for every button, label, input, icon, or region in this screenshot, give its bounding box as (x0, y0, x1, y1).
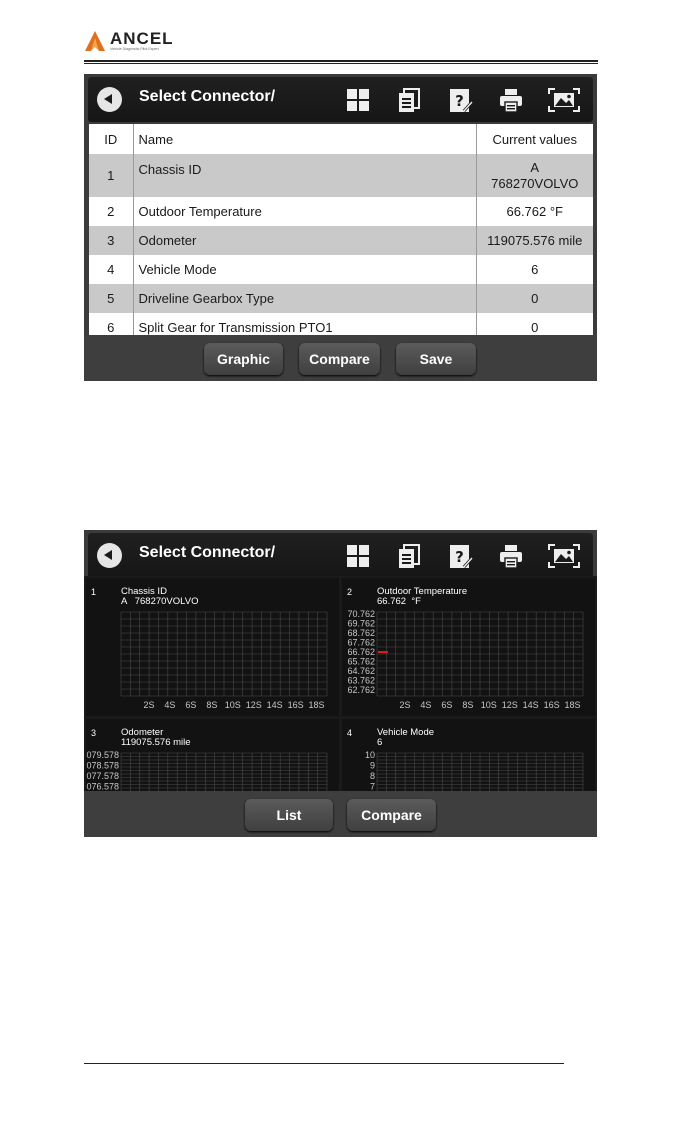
table-row[interactable] (89, 255, 593, 284)
row-value (476, 154, 593, 197)
back-button[interactable] (97, 543, 122, 568)
x-tick-label: 8S (206, 700, 218, 710)
row-id: 1 (89, 154, 133, 197)
print-icon[interactable] (497, 86, 525, 114)
graph-panel-chassis-id[interactable] (86, 578, 339, 716)
x-tick-label: 8S (462, 700, 474, 710)
compare-button[interactable]: Compare (347, 799, 436, 831)
row-value: 6 (531, 262, 539, 277)
table-row[interactable] (89, 284, 593, 313)
panel-name: Odometer (121, 727, 164, 738)
footer-rule (84, 1063, 564, 1064)
x-tick-label: 18S (564, 700, 581, 710)
y-tick-label: 077.578 (86, 771, 119, 781)
list-button[interactable]: List (245, 799, 333, 831)
x-tick-label: 12S (501, 700, 518, 710)
brand-tagline: Vehicle Diagnostic Pilot Expert (110, 47, 159, 51)
x-tick-label: 16S (543, 700, 560, 710)
page-title: Select Connector/ (139, 544, 276, 561)
y-tick-label: 68.762 (347, 628, 375, 638)
column-header-name: Name (133, 124, 476, 154)
column-header-values: Current values (476, 124, 593, 154)
ancel-logo (84, 28, 224, 54)
y-tick-label: 079.578 (86, 750, 119, 760)
x-tick-label: 14S (522, 700, 539, 710)
row-value: 66.762 °F (506, 204, 563, 219)
panel-id: 4 (347, 728, 353, 738)
x-tick-label: 10S (224, 700, 241, 710)
help-edit-icon[interactable] (446, 542, 474, 570)
row-id: 3 (89, 226, 133, 255)
column-header-id: ID (89, 124, 133, 154)
y-tick-label: 66.762 (347, 647, 375, 657)
panel-name: Vehicle Mode (377, 727, 435, 738)
x-tick-label: 2S (399, 700, 411, 710)
bottom-button-bar (84, 335, 597, 381)
panel-value: 66.762 °F (377, 596, 421, 607)
header-rule-thin (84, 63, 598, 64)
x-tick-label: 10S (480, 700, 497, 710)
row-name: Driveline Gearbox Type (133, 284, 476, 313)
panel-value: 119075.576 mile (121, 737, 191, 748)
graph-panel-outdoor-temperature[interactable] (342, 578, 595, 716)
table-row[interactable] (89, 154, 593, 197)
x-tick-label: 18S (308, 700, 325, 710)
grid-icon[interactable] (344, 86, 372, 114)
y-tick-label: 7 (369, 781, 375, 791)
pages-icon[interactable] (395, 542, 423, 570)
x-tick-label: 2S (143, 700, 155, 710)
header-rule (84, 60, 598, 62)
y-tick-label: 63.762 (347, 675, 375, 686)
panel-id: 1 (91, 587, 97, 597)
x-tick-label: 14S (266, 700, 283, 710)
row-value-line2: 768270VOLVO (491, 175, 579, 191)
y-tick-label: 62.762 (347, 685, 375, 695)
graphic-button[interactable]: Graphic (204, 343, 283, 375)
y-tick-label: 69.762 (347, 618, 375, 629)
compare-button[interactable]: Compare (299, 343, 380, 375)
y-tick-label: 076.578 (86, 781, 119, 791)
panel-name: Chassis ID (121, 586, 167, 597)
x-tick-label: 4S (420, 700, 432, 710)
graph-panel-odometer[interactable] (86, 719, 339, 791)
pages-icon[interactable] (395, 86, 423, 114)
graph-grid (84, 576, 597, 791)
row-name: Outdoor Temperature (133, 197, 476, 226)
graph-gridlines (121, 753, 327, 791)
y-tick-label: 8 (369, 771, 375, 781)
panel-id: 3 (91, 728, 97, 738)
values-table (89, 124, 593, 335)
table-row[interactable] (89, 197, 593, 226)
help-edit-icon[interactable] (446, 86, 474, 114)
x-tick-label: 6S (185, 700, 197, 710)
page-title: Select Connector/ (139, 88, 276, 105)
print-icon[interactable] (497, 542, 525, 570)
panel-value: 6 (377, 737, 383, 748)
svg-text:?: ? (455, 548, 464, 566)
y-tick-label: 64.762 (347, 666, 375, 676)
x-tick-label: 6S (441, 700, 453, 710)
list-view-screen (84, 74, 597, 381)
panel-id: 2 (347, 587, 353, 597)
title-bar (88, 77, 593, 122)
x-tick-label: 16S (287, 700, 304, 710)
y-tick-label: 10 (364, 750, 375, 760)
table-row[interactable] (89, 226, 593, 255)
brand-name: ANCEL (110, 29, 174, 48)
row-name: Chassis ID (133, 154, 476, 197)
bottom-button-bar (84, 791, 597, 837)
graph-view-screen (84, 530, 597, 837)
graph-panel-vehicle-mode[interactable] (342, 719, 595, 791)
row-name: Split Gear for Transmission PTO1 (133, 313, 476, 335)
row-id: 2 (89, 197, 133, 226)
row-id: 4 (89, 255, 133, 284)
row-id: 5 (89, 284, 133, 313)
panel-name: Outdoor Temperature (377, 586, 468, 597)
y-tick-label: 67.762 (347, 637, 375, 648)
row-name: Vehicle Mode (133, 255, 476, 284)
row-name: Odometer (133, 226, 476, 255)
back-button[interactable] (97, 87, 122, 112)
image-icon[interactable] (547, 86, 581, 114)
table-header-row (89, 124, 593, 154)
row-id: 6 (89, 313, 133, 335)
row-value: 0 (476, 284, 593, 313)
y-tick-label: 70.762 (347, 609, 375, 619)
row-value: 119075.576 mile (476, 226, 593, 255)
y-tick-label: 078.578 (86, 760, 119, 771)
x-tick-label: 12S (245, 700, 262, 710)
ancel-logo-icon (84, 30, 106, 52)
graph-gridlines (377, 612, 583, 696)
y-tick-label: 65.762 (347, 656, 375, 667)
row-value: 0 (531, 320, 539, 335)
image-icon[interactable] (547, 542, 581, 570)
row-value-line1: A (530, 159, 540, 175)
y-tick-label: 9 (369, 760, 375, 771)
graph-gridlines (377, 753, 583, 791)
graph-gridlines (121, 612, 327, 696)
save-button[interactable]: Save (396, 343, 476, 375)
panel-value: A 768270VOLVO (121, 596, 199, 607)
table-row[interactable] (89, 313, 593, 335)
title-bar (88, 533, 593, 578)
grid-icon[interactable] (344, 542, 372, 570)
svg-text:?: ? (455, 92, 464, 110)
x-tick-label: 4S (164, 700, 176, 710)
